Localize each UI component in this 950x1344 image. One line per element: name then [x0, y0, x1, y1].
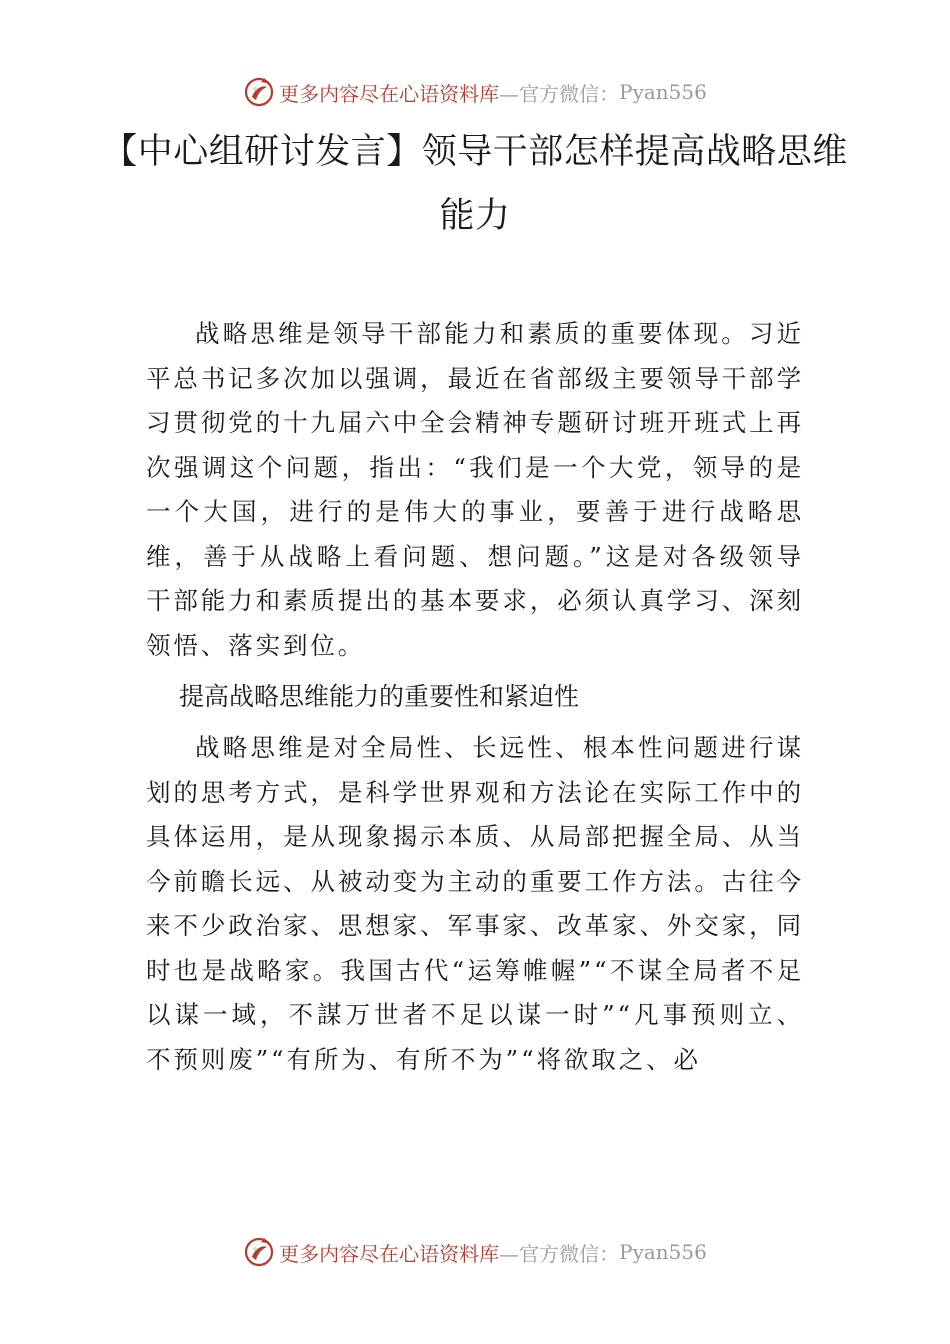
document-body — [146, 312, 804, 1082]
paragraph-section-1: 战略思维是对全局性、长远性、根本性问题进行谋划的思考方式，是科学世界观和方法论在实际工作中的具体运用，是从现象揭示本质、从局部把握全局、从当今前瞻长远、从被动变为主动的重要工作方法。古往今来不少政治家、思想家、军事家、改革家、外交家，同时也是战略家。我国古代“运筹帷幄”“不谋全局者不足以谋一域，不謀万世者不足以谋一时”“凡事预则立、不预则废”“有所为、有所不为”“将欲取之、必 — [146, 733, 804, 1074]
banner-wechat-id: Pyan556 — [619, 1240, 707, 1264]
header-banner — [0, 72, 950, 112]
banner-site-text: 更多内容尽在心语资料库 — [279, 1241, 500, 1266]
banner-wechat-label: —官方微信： — [499, 81, 620, 106]
banner-wechat-id: Pyan556 — [619, 80, 707, 104]
brand-logo-icon — [243, 76, 275, 108]
brand-logo-icon — [243, 1236, 275, 1268]
banner-wechat-label: —官方微信： — [499, 1241, 620, 1266]
document-title: 【中心组研讨发言】领导干部怎样提高战略思维能力 — [102, 132, 848, 236]
footer-banner — [0, 1232, 950, 1272]
section-heading: 提高战略思维能力的重要性和紧迫性 — [179, 682, 580, 711]
paragraph-intro: 战略思维是领导干部能力和素质的重要体现。习近平总书记多次加以强调，最近在省部级主要领导干部学习贯彻党的十九届六中全会精神专题研讨班开班式上再次强调这个问题，指出：“我们是一个大党，领导的是一个大国，进行的是伟大的事业，要善于进行战略思维，善于从战略上看问题、想问题。”这是对各级领导干部能力和素质提出的基本要求，必须认真学习、深刻领悟、落实到位。 — [146, 319, 804, 660]
banner-site-text: 更多内容尽在心语资料库 — [279, 81, 500, 106]
